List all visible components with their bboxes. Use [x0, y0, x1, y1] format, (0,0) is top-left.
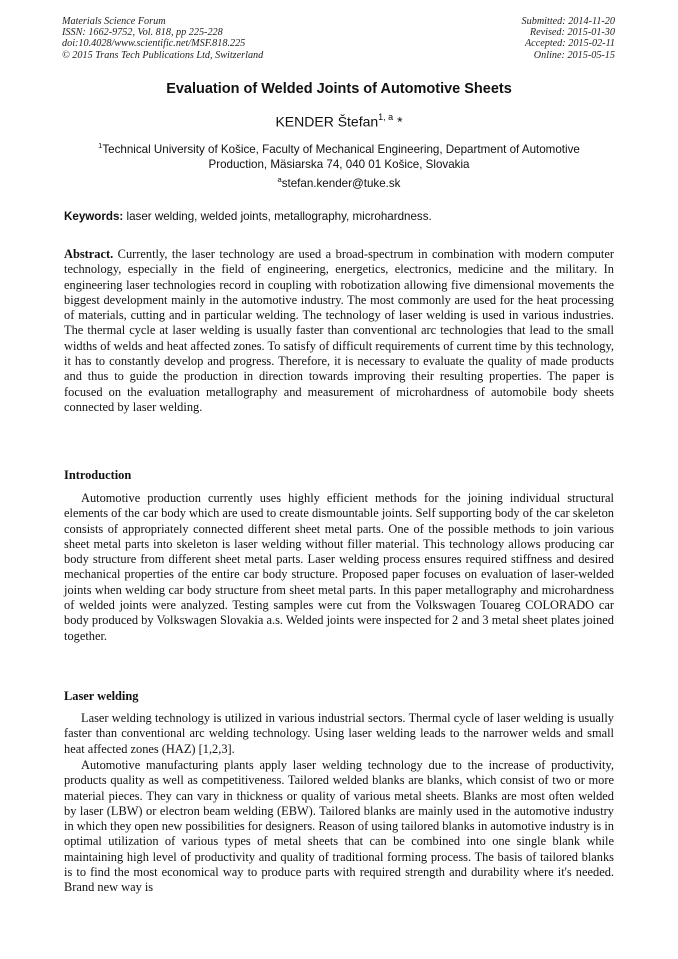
- keywords: [64, 210, 616, 223]
- author-marks: 1, a: [378, 112, 394, 122]
- journal-doi: doi:10.4028/www.scientific.net/MSF.818.225: [62, 38, 246, 50]
- introduction-heading: Introduction: [64, 468, 132, 482]
- laser-welding-paragraph-1: Laser welding technology is utilized in various industrial sectors. Thermal cycle of laser welding is usually faster than conventional arc welding technology. Using laser welding leads to the narrower welds and small heat affected zones (HAZ) [1,2,3].: [64, 711, 614, 756]
- affiliation-text: Technical University of Košice, Faculty of Mechanical Engineering, Department of Automotive Production, Mäsiarska 74, 040 01 Košice, Slovakia: [102, 142, 580, 172]
- author-name: KENDER Štefan: [275, 113, 379, 130]
- date-submitted: Submitted: 2014-11-20: [521, 16, 615, 27]
- affiliation-mark: 1: [98, 141, 103, 150]
- journal-header: [62, 16, 263, 61]
- affiliation: [70, 138, 608, 173]
- journal-issn: ISSN: 1662-9752, Vol. 818, pp 225-228: [62, 27, 223, 39]
- email-mark: a: [277, 175, 282, 184]
- journal-copyright: © 2015 Trans Tech Publications Ltd, Switzerland: [62, 49, 264, 61]
- laser-welding-paragraph-2: Automotive manufacturing plants apply laser welding technology due to the increase of productivity, products quality as well as competitiveness. Tailored welded blanks are blanks, which consist of two or more material pieces. They can vary in thickness or quality of various metal sheets. Blanks are most often welded by laser (LBW) or electron beam welding (EBW). Tailored blanks are mainly used in the automotive industry in which they open new possibilities for designers. Reason of using tailored blanks in automotive industry is in optimal utilization of various types of metal sheets that can be combined into one single blank while maintaining high level of productivity and quality of traditional forming process. The basis of tailored blanks is to find the most economical way to produce parts with required strength and durability where it's needed. Brand new way is: [64, 758, 614, 895]
- laser-welding-heading: Laser welding: [64, 689, 139, 703]
- abstract-label: Abstract.: [64, 247, 114, 261]
- introduction-paragraph: Automotive production currently uses highly efficient methods for the joining individual structural elements of the car body which are used to create dismountable joints. Self supporting body of the car skeleton consists of appropriately connected different sheet metal parts. One of the possible methods to join various sheet metal parts into skeleton is laser welding without filler material. This technology allows producing car body structure from different sheet metal parts. Laser welding process ensures required stiffness and desired mechanical properties of the entire car body structure. Proposed paper focuses on evaluation of laser-welded joints when welding car body structure from sheet metal parts. In this paper metallography and microhardness of welded joints were analyzed. Testing samples were cut from the Volkswagen Touareg COLORADO car body produced by Volkswagen Slovakia a.s. Welded joints were inspected for 2 and 3 metal sheet plates joined together.: [64, 491, 614, 643]
- date-revised: Revised: 2015-01-30: [529, 27, 615, 39]
- author-email: [0, 175, 678, 190]
- keywords-label: Keywords:: [64, 210, 124, 223]
- date-online: Online: 2015-05-15: [533, 49, 615, 61]
- keywords-text: laser welding, welded joints, metallography, microhardness.: [123, 210, 432, 223]
- abstract: [64, 247, 614, 415]
- email-text: stefan.kender@tuke.sk: [281, 176, 401, 190]
- publication-dates: [522, 16, 615, 61]
- date-accepted: Accepted: 2015-02-11: [524, 38, 615, 50]
- paper-title: Evaluation of Welded Joints of Automotive Sheets: [166, 81, 512, 97]
- abstract-text: Currently, the laser technology are used a broad-spectrum in combination with modern computer technology, especially in the field of engineering, energetics, electronics, medicine and the military. In engineering laser technologies record in coupling with robotization allowing five dimensional movements the biggest development mainly in the automotive industry. The most commonly are used for the heat processing of materials, cutting and in particular welding. The technology of laser welding is used in various industries. The thermal cycle at laser welding is usually faster than conventional arc technologies that lead to the small widths of welds and heat affected zones. To satisfy of difficult requirements of current time by this technology, it has to constantly develop and progress. Therefore, it is necessary to evaluate the quality of made products and thus to guide the production in direction towards improving their resulting properties. The paper is focused on the evaluation metallography and measurement of microhardness of automobile body sheets connected by laser welding.: [64, 247, 614, 414]
- journal-name: Materials Science Forum: [62, 16, 166, 27]
- author-line: [0, 113, 678, 130]
- corresponding-mark: *: [393, 113, 403, 130]
